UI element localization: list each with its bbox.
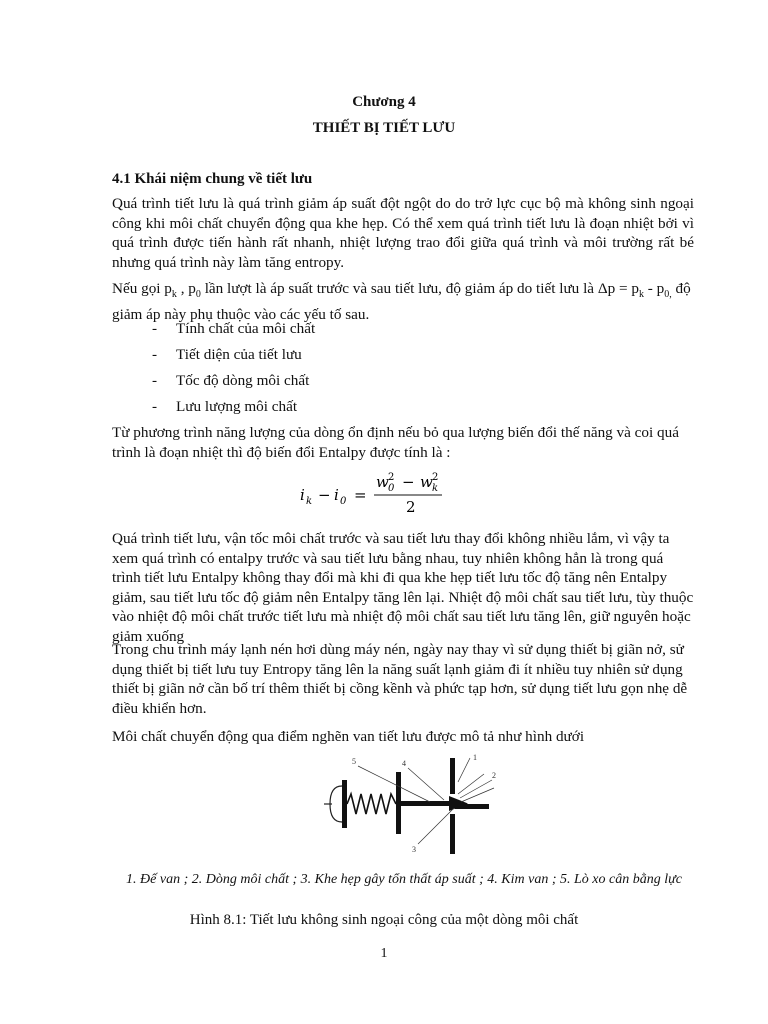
paragraph-2-text: lần lượt là áp suất trước và sau tiết lưu, độ giảm áp do tiết lưu là Δp = p (200, 280, 639, 297)
eq-denominator: 2 (406, 498, 416, 516)
throttle-valve-diagram (318, 752, 510, 858)
eq-superscript: 2 (432, 472, 439, 483)
paragraph-1: Quá trình tiết lưu là quá trình giảm áp suất đột ngột do do trở lực cục bộ mà không sinh ngoại công khi môi chất chuyển động qua khe hẹp. Có thể xem quá trình tiết lưu là đoạn nhiệt bởi vì quá trình được tiến hành rất nhanh, nhiệt lượng trao đổi giữa quá trình và môi trường rất bé nhưng quá trình này làm tăng entropy. (112, 195, 694, 271)
needle-rod (401, 801, 449, 806)
eq-operator: − (318, 486, 331, 504)
subscript: 0, (664, 289, 672, 301)
needle-plate (396, 772, 401, 834)
valve-seat-bottom (450, 814, 455, 854)
page-number: 1 (380, 946, 388, 961)
eq-symbol: i (334, 486, 339, 504)
paragraph-5: Trong chu trình máy lạnh nén hơi dùng máy nén, ngày nay thay vì sử dụng thiết bị giãn nở, sử dụng thiết bị tiết lưu tuy Entropy tăng lên la năng suất lạnh giảm đi ít nhiều tuy nhiên sử dụng thiết bị giãn nở cần bố trí thêm thiết bị cồng kềnh và phức tạp hơn, sử dụng tiết lưu gọn nhẹ dễ điều khiển hơn. (112, 641, 688, 717)
eq-symbol: w (376, 473, 389, 491)
eq-operator: = (354, 486, 367, 504)
list-marker: - (152, 372, 158, 389)
outlet-channel (455, 804, 489, 809)
eq-subscript: k (306, 496, 313, 507)
eq-operator: − (402, 473, 415, 491)
paragraph-2 (112, 279, 694, 324)
diagram-label-2: 2 (492, 771, 496, 780)
subscript: k (638, 289, 644, 301)
chapter-title: THIẾT BỊ TIẾT LƯU (312, 120, 456, 136)
valve-seat-top (450, 758, 455, 794)
diagram-label-5: 5 (352, 757, 356, 766)
eq-subscript: 0 (388, 483, 395, 494)
leader-line-1 (458, 758, 470, 782)
section-heading: 4.1 Khái niệm chung về tiết lưu (112, 171, 313, 187)
list-marker: - (152, 320, 158, 337)
leader-line-4 (408, 768, 444, 800)
eq-subscript: 0 (340, 496, 347, 507)
paragraph-6: Môi chất chuyển động qua điểm nghẽn van tiết lưu được mô tả như hình dưới (112, 728, 585, 745)
chapter-label: Chương 4 (352, 94, 416, 110)
leader-line-5 (358, 766, 430, 802)
paragraph-2-text: , p (176, 280, 196, 297)
paragraph-4: Quá trình tiết lưu, vận tốc môi chất trước và sau tiết lưu thay đổi không nhiều lắm, vì vậy ta xem quá trình có entalpy trước và sau tiết lưu bằng nhau, tuy nhiên không hẳn là trong quá trình tiết lưu Entalpy không thay đổi mà khi đi qua khe hẹp tiết lưu tốc độ tăng nên Entalpy giảm, sau tiết lưu tốc độ giảm nên Entalpy tăng lên lại. Nhiệt độ môi chất sau tiết lưu, tùy thuộc vào nhiệt độ môi chất trước tiết lưu mà nhiệt độ môi chất sau tiết lưu tăng lên, giữ nguyên hoặc giảm xuống (112, 530, 694, 645)
flow-line (458, 774, 484, 794)
paragraph-2-text: Nếu gọi p (112, 280, 172, 297)
figure-legend: 1. Đế van ; 2. Dòng môi chất ; 3. Khe hẹp gây tổn thất áp suất ; 4. Kim van ; 5. Lò xo cân bằng lực (126, 872, 682, 887)
list-item (152, 372, 309, 390)
balance-spring (347, 794, 396, 814)
diagram-label-1: 1 (473, 753, 477, 762)
subscript: 0 (195, 289, 201, 301)
paragraph-2-text: độ giảm áp này phụ thuộc vào các yếu tố sau. (112, 280, 691, 323)
eq-symbol: w (420, 473, 433, 491)
list-item (152, 320, 315, 338)
diagram-label-3: 3 (412, 845, 416, 854)
leader-line-3 (418, 808, 454, 844)
spring-plate (342, 780, 347, 828)
eq-subscript: k (432, 483, 439, 494)
list-item-text: Tính chất của môi chất (176, 320, 316, 337)
list-item-text: Tốc độ dòng môi chất (176, 372, 310, 389)
list-marker: - (152, 346, 158, 363)
list-item-text: Tiết diện của tiết lưu (176, 346, 302, 363)
paragraph-3: Từ phương trình năng lượng của dòng ổn định nếu bỏ qua lượng biến đổi thế năng và coi quá trình là đoạn nhiệt thì độ biến đổi Entalpy được tính là : (112, 424, 679, 461)
enthalpy-equation (296, 470, 472, 516)
list-marker: - (152, 398, 158, 415)
subscript: k (171, 289, 177, 301)
list-item (152, 398, 297, 416)
eq-symbol: i (300, 486, 305, 504)
diagram-label-4: 4 (402, 759, 406, 768)
paragraph-2-text: - p (643, 280, 665, 297)
list-item-text: Lưu lượng môi chất (176, 398, 298, 415)
figure-title: Hình 8.1: Tiết lưu không sinh ngoại công của một dòng môi chất (189, 912, 579, 928)
list-item (152, 346, 302, 364)
eq-superscript: 2 (388, 472, 395, 483)
